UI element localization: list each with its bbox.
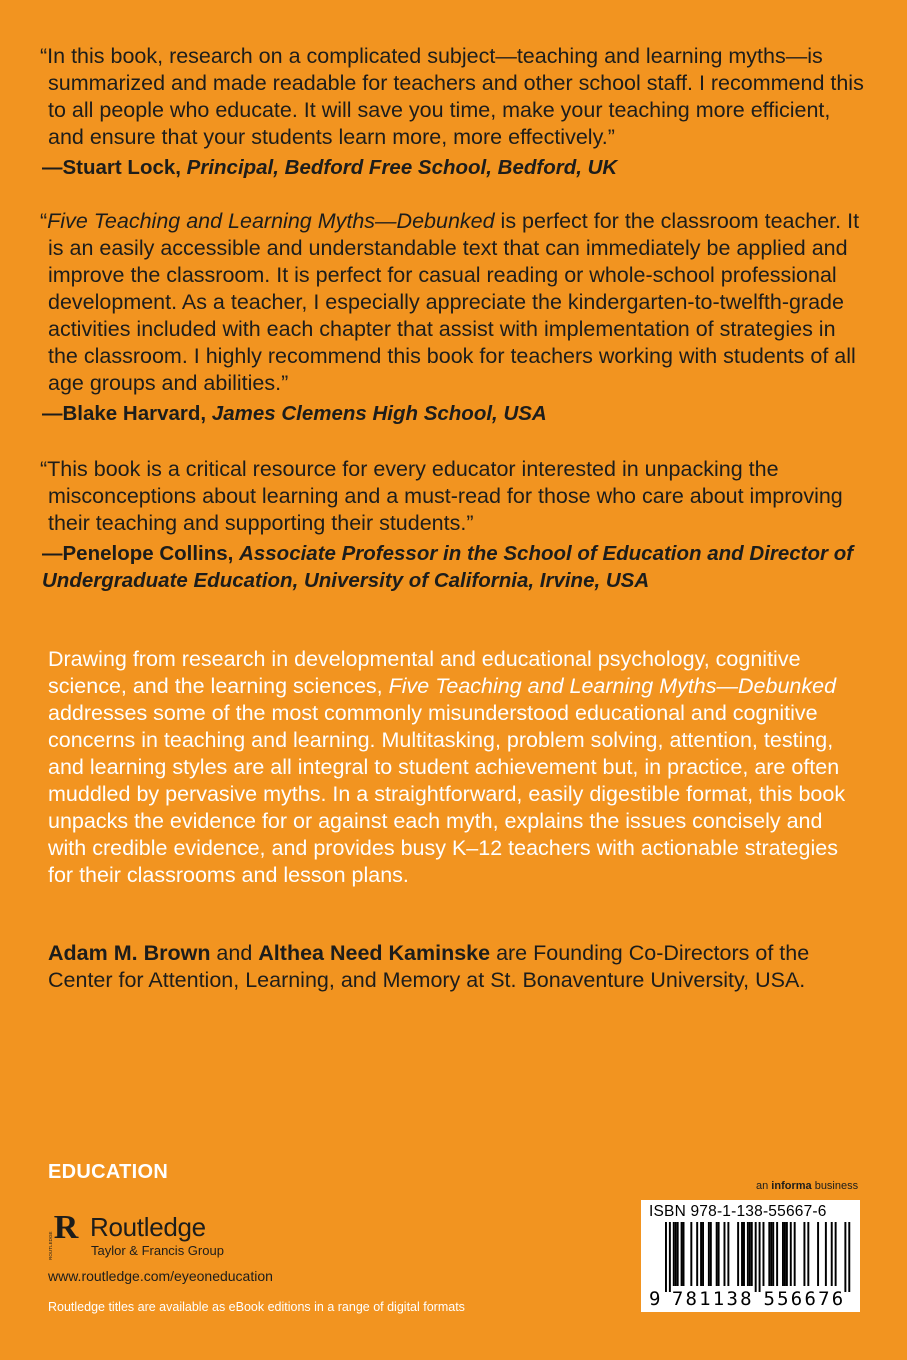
subject-category: EDUCATION [48,1161,169,1183]
barcode-bar [770,1222,772,1286]
endorsement-quote-3 [40,456,868,594]
book-title: Five Teaching and Learning Myths—Debunked [47,209,495,233]
publisher-url[interactable]: www.routledge.com/eyeoneducation [48,1268,273,1284]
barcode-bar [747,1222,749,1286]
barcode-bar [786,1222,788,1286]
informa-brand: informa [771,1180,812,1192]
isbn-barcode [641,1200,860,1312]
barcode-digit: 1 [712,1288,725,1310]
barcode-icon [641,1222,860,1292]
bio-conjunction: and [210,941,259,965]
barcode-bar [776,1222,778,1286]
barcode-bar [768,1222,770,1286]
publisher-group: Taylor & Francis Group [91,1243,224,1258]
barcode-bar [831,1222,833,1286]
barcode-digit: 8 [740,1288,752,1310]
quote-affiliation: James Clemens High School, USA [211,402,547,425]
barcode-bar [784,1222,786,1286]
barcode-bar [749,1222,751,1286]
barcode-bar [763,1222,765,1286]
barcode-digit: 6 [831,1288,844,1310]
informa-suffix: business [811,1180,859,1192]
barcode-bar [716,1222,718,1286]
bio-text: are Founding Co-Directors of the Center for Attention, Learning, and Memory at St. Bonaventure University, USA. [48,941,810,992]
barcode-bar [835,1222,837,1286]
barcode-bar [677,1222,679,1286]
book-description [48,646,863,889]
barcode-bar [681,1222,683,1286]
author-bio [48,940,868,994]
barcode-bar [844,1222,846,1292]
barcode-bar [743,1222,745,1286]
book-title: Five Teaching and Learning Myths—Debunked [388,674,837,698]
barcode-bar [718,1222,720,1286]
barcode-bar [794,1222,796,1286]
barcode-digits [641,1288,860,1310]
isbn-label: ISBN 978-1-138-55667-6 [649,1203,827,1220]
barcode-bar [782,1222,784,1286]
barcode-digit: 5 [763,1288,775,1310]
barcode-bar [724,1222,726,1286]
barcode-bar [683,1222,685,1286]
barcode-digit: 7 [671,1288,684,1310]
barcode-bar [825,1222,827,1286]
barcode-digit: 6 [790,1288,803,1310]
quote-author: —Blake Harvard, [42,402,207,425]
barcode-digit: 8 [685,1288,697,1310]
logo-letter: R [53,1209,79,1246]
description-text: Drawing from research in developmental and educational psychology, cognitive science, and the learning sciences, [48,647,801,698]
ebook-note: Routledge titles are available as eBook editions in a range of digital formats [48,1300,465,1314]
barcode-bar [675,1222,677,1286]
barcode-bar [708,1222,710,1286]
quote-text: “This book is a critical resource for every educator interested in unpacking the misconceptions about learning and a must-read for those who care about improving their teaching and supporting their students.” [40,457,843,535]
barcode-bar [790,1222,792,1286]
author-name: Althea Need Kaminske [258,941,491,965]
description-text: addresses some of the most commonly misunderstood educational and cognitive concerns in teaching and learning. Multitasking, problem solving, attention, testing, and learning styles are all integral to student achievement but, in practice, are often muddled by pervasive myths. In a straightforward, easily digestible format, this book unpacks the evidence for or against each myth, explains the issues concisely and with credible evidence, and provides busy K–12 teachers with actionable strategies for their classrooms and lesson plans. [48,701,846,887]
barcode-digit: 6 [804,1288,816,1310]
barcode-bar [669,1222,671,1292]
publisher-name: Routledge [90,1212,206,1242]
barcode-bar [772,1222,774,1286]
barcode-bar [673,1222,675,1286]
quote-text: “In this book, research on a complicated subject—teaching and learning myths—is summarized and made readable for teachers and other school staff. I recommend this to all people who educate. It will save you time, make your teaching more efficient, and ensure that your students learn more, more effectively.” [40,44,864,149]
quote-affiliation: Principal, Bedford Free School, Bedford, UK [186,156,618,179]
barcode-bar [848,1222,850,1292]
barcode-bar [737,1222,739,1286]
publisher-logo [48,1208,288,1268]
barcode-bar [759,1222,761,1292]
barcode-bar [702,1222,704,1286]
barcode-bar [741,1222,743,1286]
barcode-bar [817,1222,819,1286]
barcode-bar [710,1222,712,1286]
barcode-bar [696,1222,698,1286]
barcode-digit: 5 [777,1288,789,1310]
barcode-bar [690,1222,692,1286]
barcode-digit: 3 [726,1288,738,1310]
open-quote: “ [40,209,48,233]
quote-author: —Stuart Lock, [42,156,181,179]
barcode-digit: 9 [649,1288,661,1310]
barcode-bar [751,1222,753,1286]
quote-attribution [42,154,868,181]
quote-affiliation: Associate Professor in the School of Education and Director of Undergraduate Education, University of California, Irvine, USA [42,542,854,592]
quote-text [40,208,868,397]
barcode-bar [803,1222,805,1286]
barcode-bar [755,1222,757,1292]
barcode-bar [665,1222,667,1292]
endorsement-quote-1 [40,43,868,181]
author-name: Adam M. Brown [48,941,211,965]
quote-author: —Penelope Collins, [42,542,234,565]
endorsement-quote-2 [40,208,868,427]
barcode-bar [727,1222,729,1286]
barcode-bar [807,1222,809,1286]
barcode-bar [700,1222,702,1286]
barcode-digit: 7 [818,1288,830,1310]
informa-prefix: an [756,1180,772,1192]
quote-attribution [42,540,868,594]
informa-tagline [756,1180,858,1192]
logo-vertical-text: ROUTLEDGE [48,1231,53,1260]
routledge-logo-icon [48,1208,84,1262]
quote-body: is perfect for the classroom teacher. It is an easily accessible and understandable text that can immediately be applied and improve the classroom. It is perfect for casual reading or whole-school professional development. As a teacher, I especially appreciate the kindergarten-to-twelfth-grade activities included with each chapter that assist with implementation of strategies in the classroom. I highly recommend this book for teachers working with students of all age groups and abilities.” [48,209,860,395]
barcode-digit: 1 [699,1288,711,1310]
quote-attribution [42,400,868,427]
